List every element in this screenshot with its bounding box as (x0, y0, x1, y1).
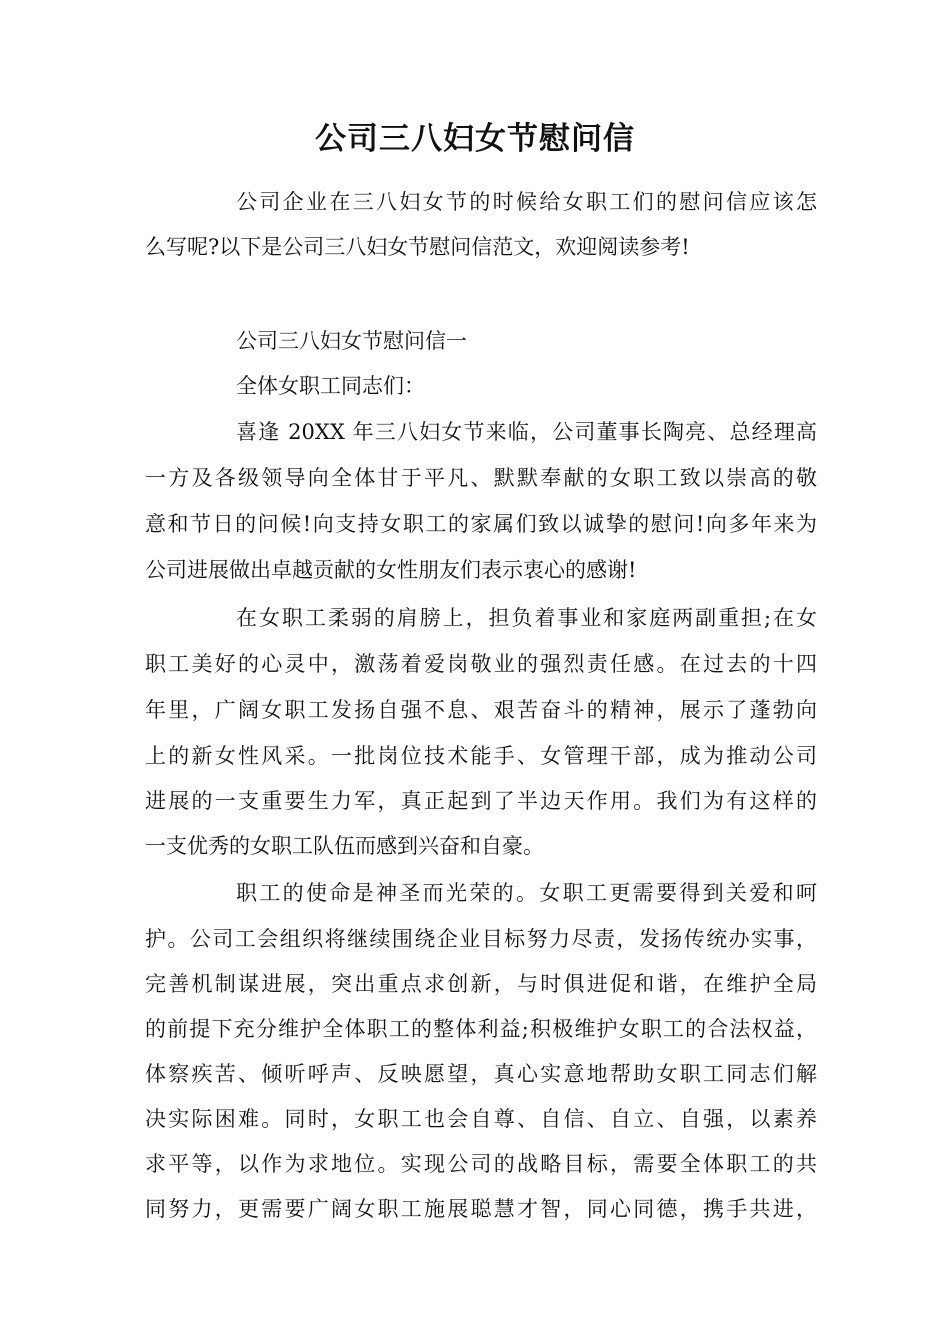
paragraph-line: 年里，广阔女职工发扬自强不息、艰苦奋斗的精神，展示了蓬勃向 (145, 698, 817, 722)
paragraph-line: 决实际困难。同时，女职工也会自尊、自信、自立、自强，以素养 (145, 1107, 817, 1131)
paragraph-line: 意和节日的问候!向支持女职工的家属们致以诚挚的慰问!向多年来为 (145, 512, 817, 536)
paragraph-line: 一支优秀的女职工队伍而感到兴奋和自豪。 (145, 834, 544, 858)
intro-line: 么写呢?以下是公司三八妇女节慰问信范文，欢迎阅读参考! (145, 235, 690, 259)
section-heading: 公司三八妇女节慰问信一 (236, 329, 467, 353)
paragraph-line: 同努力，更需要广阔女职工施展聪慧才智，同心同德，携手共进， (145, 1197, 817, 1221)
salutation: 全体女职工同志们： (236, 374, 425, 398)
paragraph-line: 职工美好的心灵中，激荡着爱岗敬业的强烈责任感。在过去的十四 (145, 652, 817, 676)
paragraph-line: 的前提下充分维护全体职工的整体利益;积极维护女职工的合法权益， (145, 1017, 817, 1041)
paragraph-line: 职工的使命是神圣而光荣的。女职工更需要得到关爱和呵 (236, 881, 817, 905)
paragraph-line: 护。公司工会组织将继续围绕企业目标努力尽责，发扬传统办实事， (145, 927, 817, 951)
paragraph-line: 喜逢 20XX 年三八妇女节来临，公司董事长陶亮、总经理高 (236, 420, 817, 444)
paragraph-line: 一方及各级领导向全体甘于平凡、默默奉献的女职工致以崇高的敬 (145, 466, 817, 490)
paragraph-line: 完善机制谋进展，突出重点求创新，与时俱进促和谐，在维护全局 (145, 972, 817, 996)
paragraph-line: 上的新女性风采。一批岗位技术能手、女管理干部，成为推动公司 (145, 744, 817, 768)
paragraph-line: 进展的一支重要生力军，真正起到了半边天作用。我们为有这样的 (145, 789, 817, 813)
document-title: 公司三八妇女节慰问信 (315, 121, 635, 157)
paragraph-line: 求平等，以作为求地位。实现公司的战略目标，需要全体职工的共 (145, 1152, 817, 1176)
paragraph-line: 公司进展做出卓越贡献的女性朋友们表示衷心的感谢! (145, 558, 637, 582)
paragraph-line: 体察疾苦、倾听呼声、反映愿望，真心实意地帮助女职工同志们解 (145, 1062, 817, 1086)
paragraph-line: 在女职工柔弱的肩膀上，担负着事业和家庭两副重担;在女 (236, 606, 817, 630)
intro-line: 公司企业在三八妇女节的时候给女职工们的慰问信应该怎 (236, 190, 817, 214)
